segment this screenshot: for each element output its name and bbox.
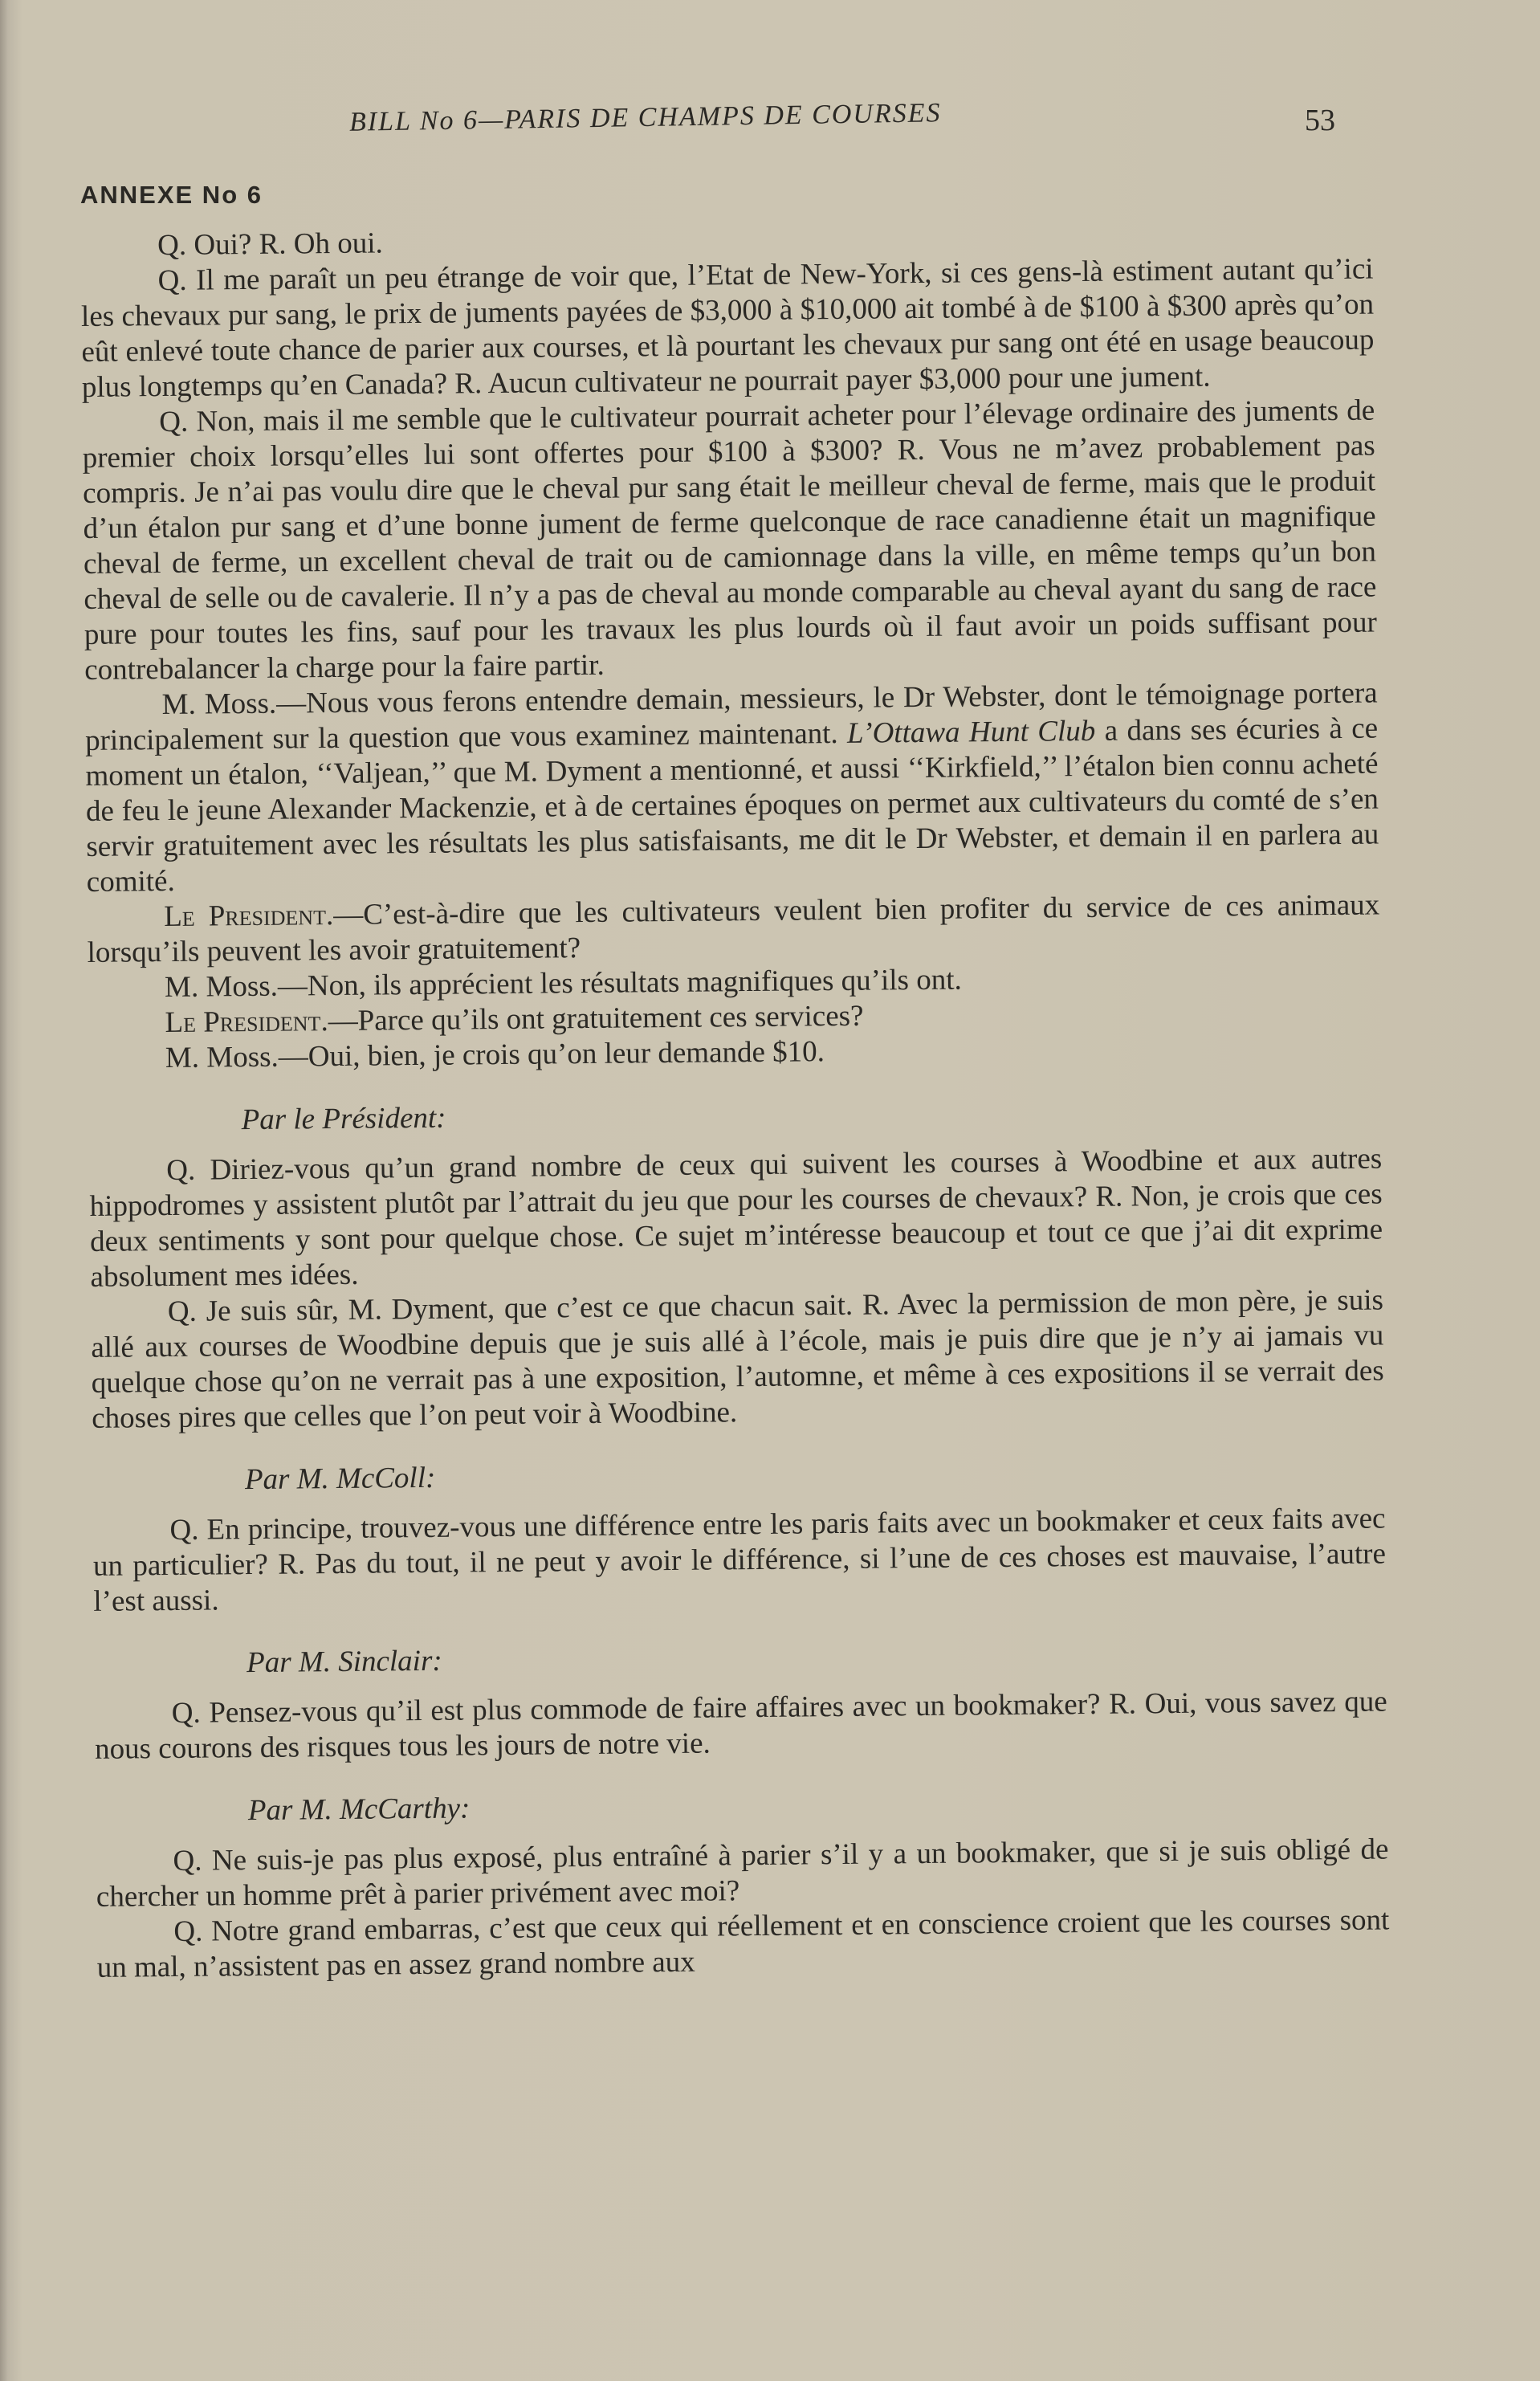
speaker-label: Le President bbox=[164, 899, 327, 934]
paragraph: Q. Oui? R. Oh oui. bbox=[157, 226, 383, 263]
section-heading: Par M. Sinclair: bbox=[246, 1644, 442, 1680]
section-heading: Par le Président: bbox=[241, 1101, 446, 1137]
section-heading: Par M. McCarthy: bbox=[247, 1792, 471, 1828]
running-title: BILL No 6—PARIS DE CHAMPS DE COURSES bbox=[348, 98, 942, 137]
body-text bbox=[80, 217, 1390, 1986]
paragraph-text: .—C’est-à-dire que les cultivateurs veulent bien profiter du service de ces animaux lorsqu’ils peuvent les avoir gratuitement? bbox=[87, 888, 1380, 969]
paragraph: Q. Ne suis-je pas plus exposé, plus entraîné à parier s’il y a un bookmaker, que si je suis obligé de chercher un homme prêt à parier privément avec moi? bbox=[96, 1833, 1389, 1914]
paragraph: Q. Il me paraît un peu étrange de voir que, l’Etat de New-York, si ces gens-là estiment autant qu’ici les chevaux pur sang, le prix de juments payées de $3,000 à $10,000 ait tombé à de $100 à $300 après qu’on eût enlevé toute chance de parier aux courses, et là pourtant les chevaux pur sang ont été en usage beaucoup plus longtemps qu’en Canada? R. Aucun cultivateur ne pourrait payer $3,000 pour une jument. bbox=[80, 252, 1375, 404]
paragraph: Q. Diriez-vous qu’un grand nombre de ceux qui suivent les courses à Woodbine et aux autres hippodromes y assistent plutôt par l’attrait du jeu que pour les courses de chevaux? R. Non, je crois que ces deux sentiments y sont pour quelque chose. Ce sujet m’intéresse beaucoup et tout ce que j’ai dit exprime absolument mes idées. bbox=[89, 1142, 1383, 1294]
paragraph-text: a dans ses écuries à ce moment un étalon, ‘‘Valjean,’’ que M. Dyment a mentionné, et aussi ‘‘Kirkfield,’’ l’étalon bien connu acheté de feu le jeune Alexander Mackenzie, et à de certaines époques on permet aux cultivateurs du comté de s’en servir gratuitement avec les résultats les plus satisfaisants, me dit le Dr Webster, et demain il en parlera au comité. bbox=[85, 711, 1379, 899]
paragraph: Q. Notre grand embarras, c’est que ceux qui réellement et en conscience croient que les courses sont un mal, n’assistent pas en assez grand nombre aux bbox=[96, 1903, 1390, 1984]
paragraph: M. Moss.—Non, ils apprécient les résultats magnifiques qu’ils ont. bbox=[164, 963, 962, 1005]
paragraph: Q. Pensez-vous qu’il est plus commode de faire affaires avec un bookmaker? R. Oui, vous savez que nous courons des risques tous les jours de notre vie. bbox=[94, 1685, 1387, 1766]
paragraph-text: .—Parce qu’ils ont gratuitement ces services? bbox=[320, 999, 864, 1038]
paragraph bbox=[84, 676, 1379, 900]
paragraph bbox=[87, 888, 1380, 971]
section-heading: Par M. McColl: bbox=[244, 1461, 436, 1497]
annex-label: ANNEXE No 6 bbox=[80, 181, 263, 209]
paragraph: Q. Non, mais il me semble que le cultivateur pourrait acheter pour l’élevage ordinaire des juments de premier choix lorsqu’elles lui sont offertes pour $100 à $300? R. Vous ne m’avez probablement pas compris. Je n’ai pas voulu dire que le cheval pur sang était le meilleur cheval de ferme, mais que le produit d’un étalon pur sang et d’une bonne jument de ferme quelconque de race canadienne était un magnifique cheval de ferme, un excellent cheval de trait ou de camionnage dans la ville, en même temps qu’un bon cheval de selle ou de cavalerie. Il n’y a pas de cheval au monde comparable au cheval ayant du sang de race pure pour toutes les fins, sauf pour les travaux les plus lourds où il faut avoir un poids suffisant pour contrebalancer la charge pour la faire partir. bbox=[82, 393, 1377, 687]
paragraph: Q. En principe, trouvez-vous une différence entre les paris faits avec un bookmaker et ceux faits avec un particulier? R. Pas du tout, il ne peut y avoir le différence, si l’une de ces choses est mauvaise, l’autre l’est aussi. bbox=[92, 1502, 1387, 1618]
page-number: 53 bbox=[1305, 104, 1335, 137]
speaker-label: Le President bbox=[165, 1005, 321, 1040]
paragraph-text: M. Moss.—Nous vous ferons entendre demain, messieurs, le Dr Webster, dont le témoignage portera principalement sur la question que vous examinez maintenant. bbox=[84, 676, 1378, 757]
club-name: L’Ottawa Hunt Club bbox=[846, 714, 1096, 750]
paragraph: M. Moss.—Oui, bien, je crois qu’on leur demande $10. bbox=[165, 1035, 825, 1075]
paragraph: Q. Je suis sûr, M. Dyment, que c’est ce que chacun sait. R. Avec la permission de mon père, je suis allé aux courses de Woodbine depuis que je suis allé à l’école, mais je puis dire que je n’y ai jamais vu quelque chose qu’on ne verrait pas à une exposition, l’automne, et même à ces expositions il se verrait des choses pires que celles que l’on peut voir à Woodbine. bbox=[91, 1283, 1384, 1435]
